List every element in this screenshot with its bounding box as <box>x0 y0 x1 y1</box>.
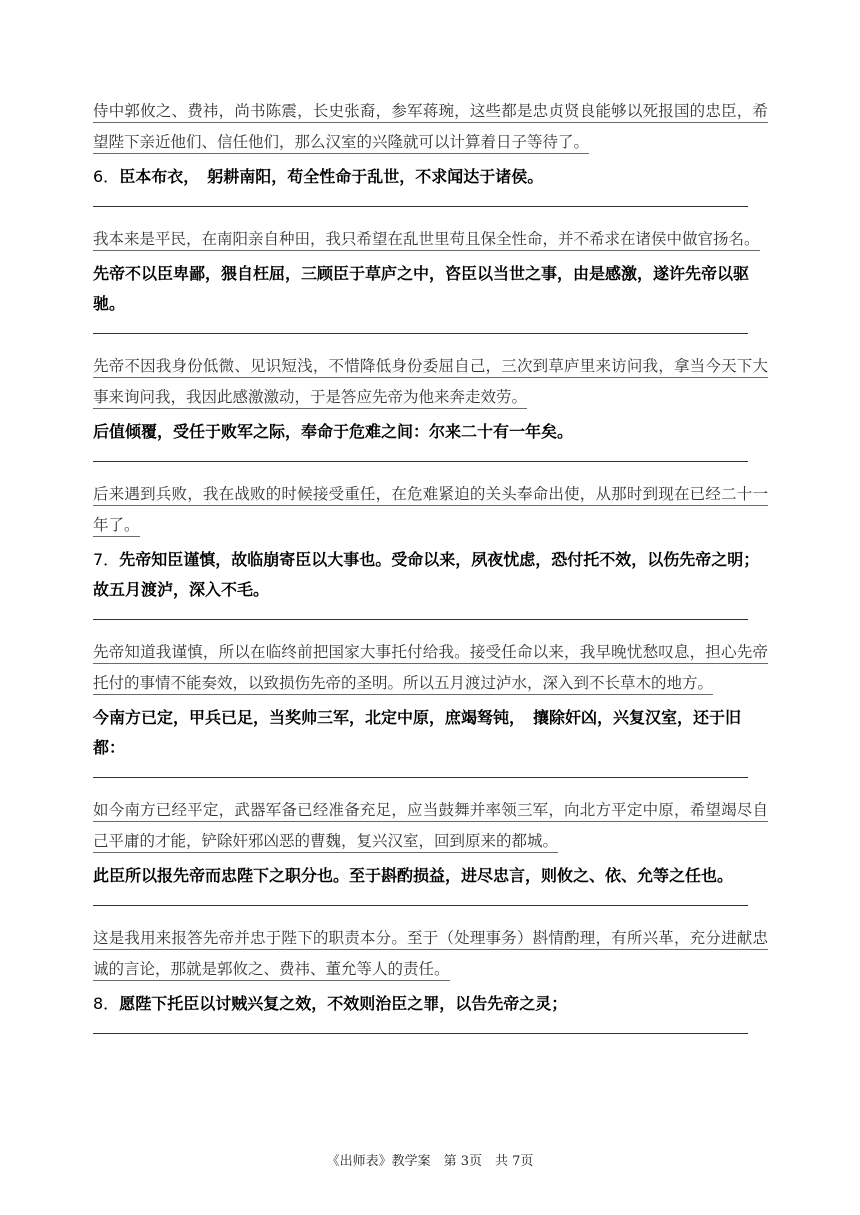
answer-line <box>93 777 748 778</box>
sentence-text: 臣本布衣， 躬耕南阳，苟全性命于乱世，不求闻达于诸侯。 <box>119 167 544 186</box>
translation-answer <box>93 351 768 413</box>
answer-line <box>93 619 748 620</box>
sentence-text: 此臣所以报先帝而忠陛下之职分也。至于斟酌损益，进尽忠言，则攸之、依、允等之任也。 <box>93 866 734 885</box>
translation-answer <box>93 96 768 158</box>
page-content <box>93 96 768 1051</box>
original-sentence <box>93 259 768 319</box>
translation-answer <box>93 795 768 857</box>
answer-line <box>93 461 748 462</box>
page-footer: 《出师表》教学案 第 3页 共 7页 <box>326 1154 534 1169</box>
sentence-text: 今南方已定，甲兵已足，当奖帅三军，北定中原，庶竭驽钝， 攘除奸凶，兴复汉室，还于旧都： <box>93 708 742 757</box>
answer-text: 先帝知道我谨慎，所以在临终前把国家大事托付给我。接受任命以来，我早晚忧愁叹息，担心先帝托付的事情不能奏效，以致损伤先帝的圣明。所以五月渡过泸水，深入到不长草木的地方。 <box>93 643 768 695</box>
original-sentence <box>93 703 768 763</box>
original-sentence <box>93 545 768 605</box>
answer-text: 我本来是平民，在南阳亲自种田，我只希望在乱世里苟且保全性命，并不希求在诸侯中做官扬名。 <box>93 230 760 251</box>
answer-text: 侍中郭攸之、费祎，尚书陈震，长史张裔，参军蒋琬，这些都是忠贞贤良能够以死报国的忠臣，希望陛下亲近他们、信任他们，那么汉室的兴隆就可以计算着日子等待了。 <box>93 102 768 154</box>
translation-answer <box>93 923 768 985</box>
answer-line <box>93 1033 748 1034</box>
answer-text: 如今南方已经平定，武器军备已经准备充足，应当鼓舞并率领三军，向北方平定中原，希望竭尽自己平庸的才能，铲除奸邪凶恶的曹魏，复兴汉室，回到原来的都城。 <box>93 801 768 853</box>
sentence-text: 愿陛下托臣以讨贼兴复之效，不效则治臣之罪，以告先帝之灵； <box>119 994 568 1013</box>
original-sentence <box>93 989 768 1019</box>
original-sentence <box>93 417 768 447</box>
original-sentence <box>93 162 768 192</box>
answer-text: 这是我用来报答先帝并忠于陛下的职责本分。至于（处理事务）斟情酌理，有所兴革，充分进献忠诚的言论，那就是郭攸之、费祎、董允等人的责任。 <box>93 929 768 981</box>
item-number: 7． <box>93 550 120 569</box>
original-sentence <box>93 861 768 891</box>
translation-answer <box>93 479 768 541</box>
translation-answer <box>93 224 768 255</box>
translation-answer <box>93 637 768 699</box>
answer-text: 后来遇到兵败，我在战败的时候接受重任，在危难紧迫的关头奉命出使，从那时到现在已经二十一年了。 <box>93 485 768 537</box>
answer-line <box>93 206 748 207</box>
answer-text: 先帝不因我身份低微、见识短浅，不惜降低身份委屈自己，三次到草庐里来访问我，拿当今天下大事来询问我，我因此感激激动，于是答应先帝为他来奔走效劳。 <box>93 357 768 409</box>
answer-line <box>93 905 748 906</box>
sentence-text: 先帝知臣谨慎，故临崩寄臣以大事也。受命以来，夙夜忧虑，恐付托不效，以伤先帝之明；故五月渡泸，深入不毛。 <box>93 550 760 599</box>
answer-line <box>93 333 748 334</box>
sentence-text: 先帝不以臣卑鄙，猥自枉屈，三顾臣于草庐之中，咨臣以当世之事，由是感激，遂许先帝以驱驰。 <box>93 264 750 313</box>
sentence-text: 后值倾覆，受任于败军之际，奉命于危难之间：尔来二十有一年矣。 <box>93 422 574 441</box>
item-number: 8． <box>93 994 120 1013</box>
item-number: 6． <box>93 167 120 186</box>
